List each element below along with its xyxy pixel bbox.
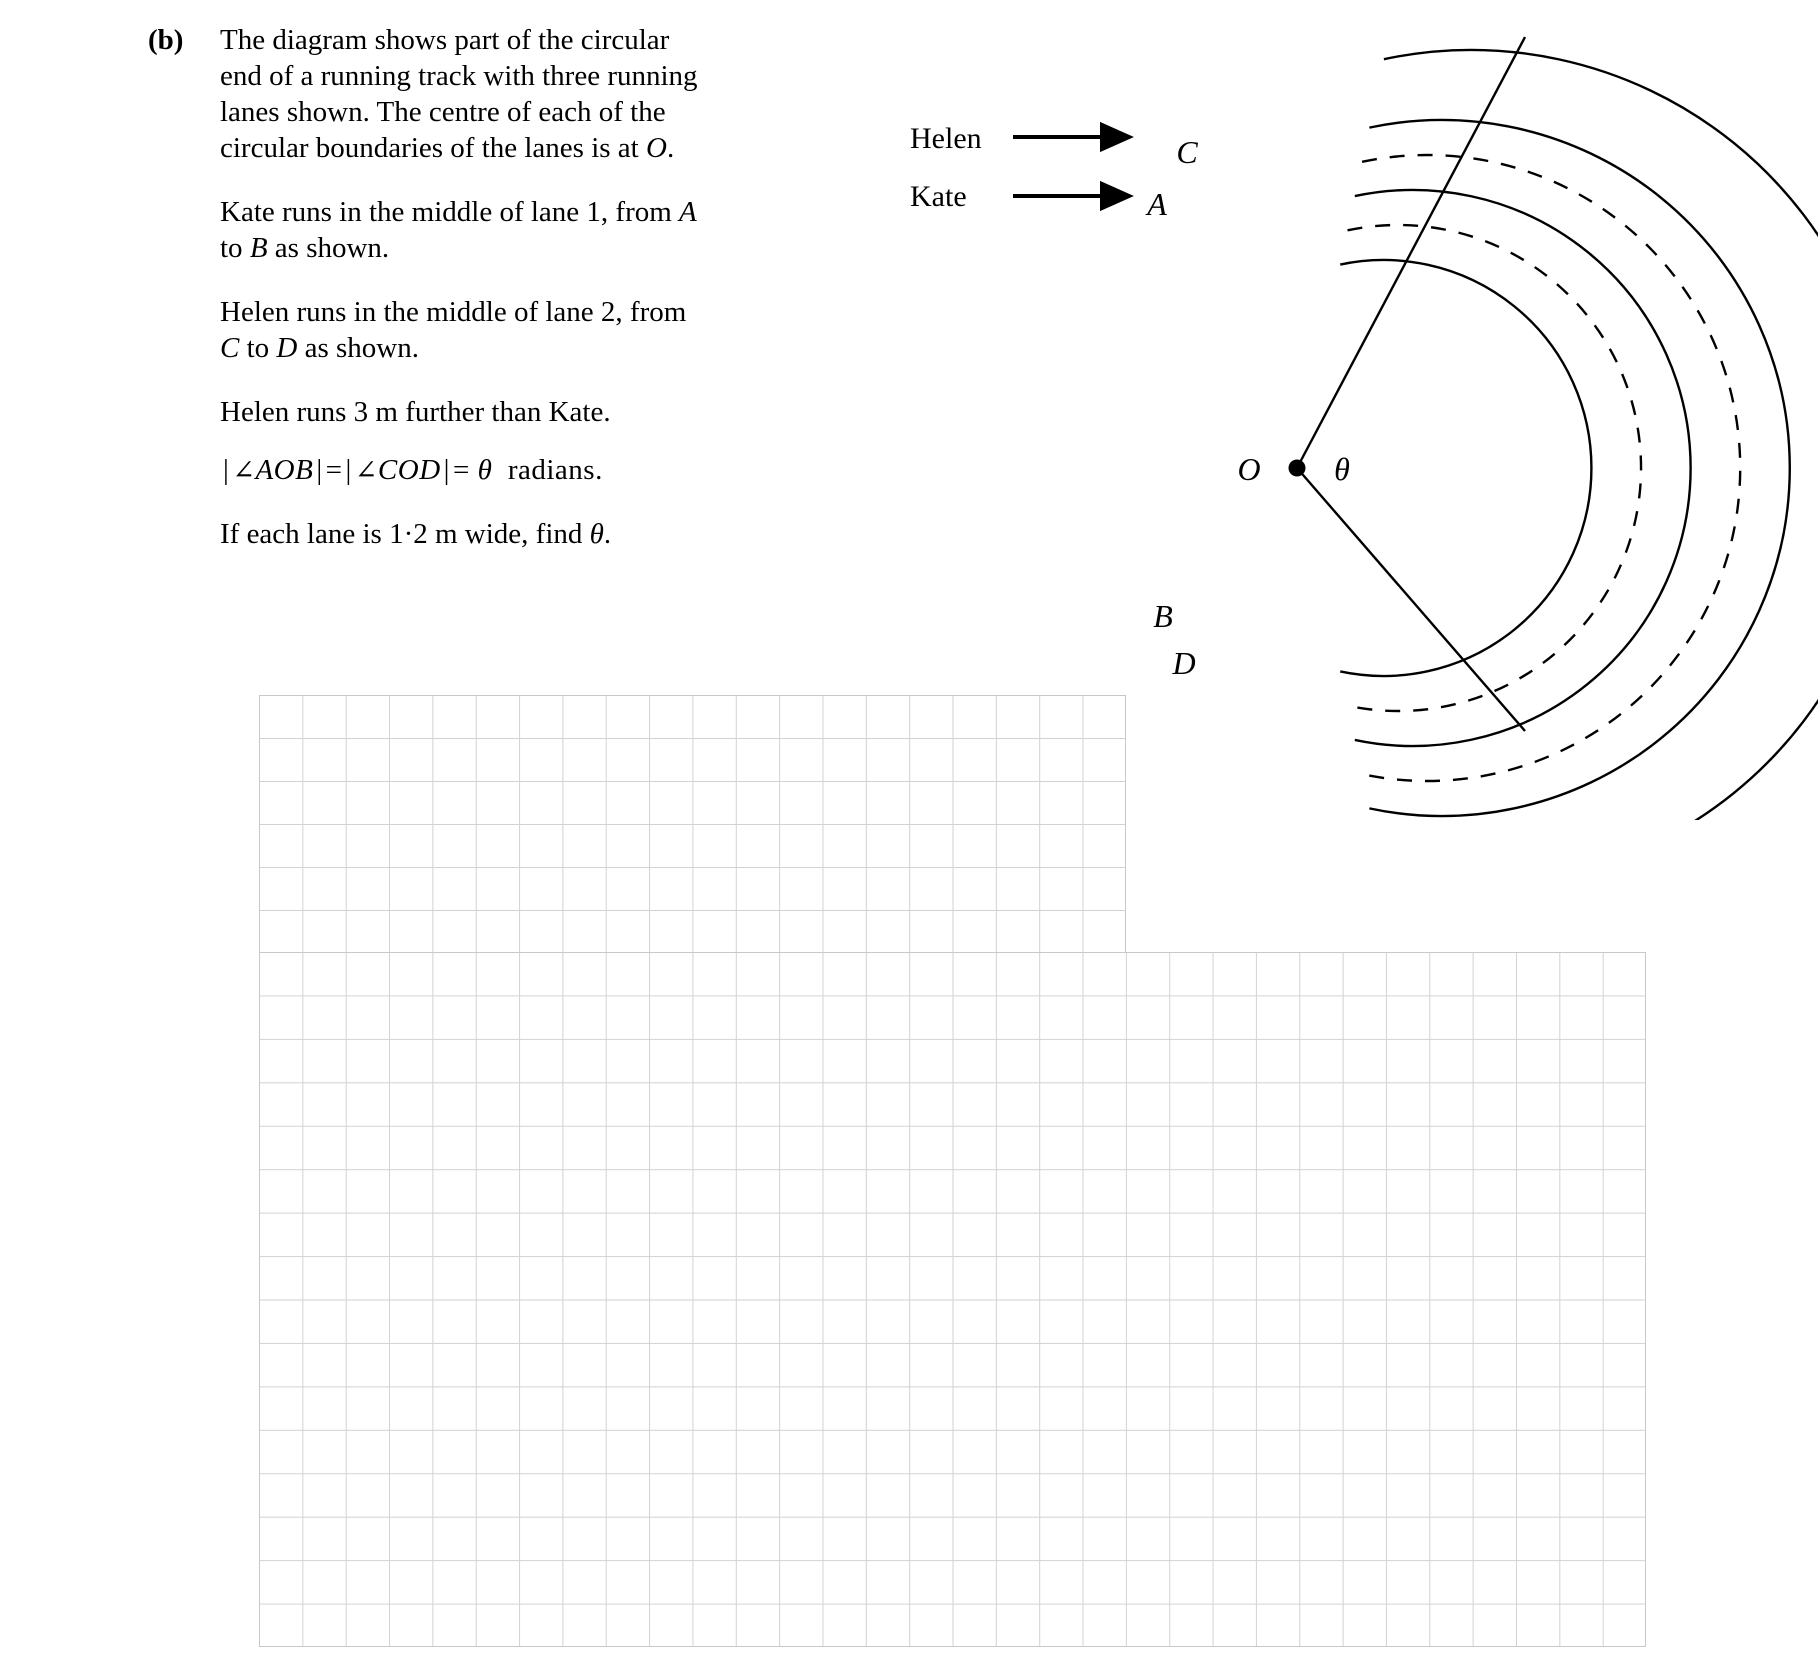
angle-aob: AOB <box>255 454 314 486</box>
pointer-label-helen: Helen <box>910 122 982 155</box>
pointer-arrow-kate-head <box>1102 184 1129 208</box>
intro-period: . <box>666 132 675 164</box>
answer-grid-lower[interactable] <box>259 952 1646 1647</box>
part-label: (b) <box>148 24 184 56</box>
kate-text-post: as shown. <box>267 232 390 264</box>
theta-symbol-equation: θ <box>477 454 493 486</box>
angle-equation <box>220 452 900 488</box>
equals-2: = <box>452 454 470 486</box>
helen-text-pre: Helen runs in the middle of lane 2, from <box>220 296 687 328</box>
equals-1: = <box>325 454 343 486</box>
kate-text-pre: Kate runs in the middle of lane 1, from <box>220 196 680 228</box>
label-point-c: C <box>1176 134 1198 170</box>
centre-point-dot <box>1289 460 1306 477</box>
intro-line-3: lanes shown. The centre of each of the <box>220 96 666 128</box>
radial-line-upper <box>1297 37 1525 468</box>
radians-word: radians. <box>507 454 603 486</box>
abs-bar-open-2: | <box>345 454 352 486</box>
lane-boundary-arc-inner <box>1340 260 1591 676</box>
point-c-variable: C <box>220 332 240 364</box>
label-theta: θ <box>1334 451 1350 487</box>
helen-text-mid: to <box>239 332 277 364</box>
find-theta-pre: If each lane is 1·2 m wide, find <box>220 518 590 550</box>
paragraph-intro <box>220 22 900 166</box>
abs-bar-close-1: | <box>316 454 323 486</box>
running-track-diagram <box>880 0 1818 820</box>
label-centre-o: O <box>1237 451 1261 487</box>
abs-bar-close-2: | <box>443 454 450 486</box>
label-point-b: B <box>1153 598 1173 634</box>
label-point-d: D <box>1172 645 1196 681</box>
point-a-variable: A <box>679 196 697 228</box>
abs-bar-open-1: | <box>223 454 230 486</box>
angle-cod: COD <box>377 454 441 486</box>
label-point-a: A <box>1147 186 1167 222</box>
find-theta-post: . <box>603 518 612 550</box>
intro-line-2: end of a running track with three running <box>220 60 698 92</box>
point-b-variable: B <box>249 232 268 264</box>
point-d-variable: D <box>276 332 298 364</box>
intro-line-1: The diagram shows part of the circular <box>220 24 670 56</box>
angle-symbol-1: ∠ <box>232 455 256 485</box>
angle-symbol-2: ∠ <box>354 455 378 485</box>
centre-variable: O <box>645 132 667 164</box>
question-text-column <box>220 22 900 580</box>
radial-line-lower <box>1297 468 1525 731</box>
intro-line-4: circular boundaries of the lanes is at <box>220 132 646 164</box>
paragraph-helen <box>220 294 900 366</box>
theta-symbol-question: θ <box>589 518 604 550</box>
lane-boundary-arc-3 <box>1369 120 1789 816</box>
helen-text-post: as shown. <box>297 332 419 364</box>
helen-path-arc <box>1362 155 1740 781</box>
kate-path-arc <box>1348 225 1642 711</box>
kate-text-mid: to <box>220 232 250 264</box>
paragraph-kate <box>220 194 900 266</box>
pointer-arrow-helen-head <box>1102 125 1129 149</box>
paragraph-find-theta <box>220 516 900 552</box>
pointer-label-kate: Kate <box>910 180 967 213</box>
paragraph-distance: Helen runs 3 m further than Kate. <box>220 396 611 428</box>
